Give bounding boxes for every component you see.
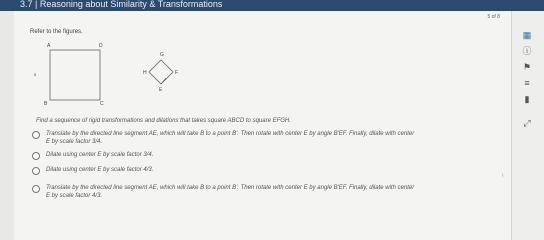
question-text: Find a sequence of rigid transformations and dilations that takes square ABCD to square EFGH. [36,118,291,124]
info-icon[interactable]: ⓘ [522,46,532,56]
top-bar [0,0,544,11]
square-efgh [143,52,178,93]
right-toolbar [511,11,544,240]
choice-4[interactable] [32,184,486,200]
instructions: Refer to the figures. [30,29,83,35]
svg-text:5: 5 [34,72,37,77]
choice-2[interactable] [32,151,486,160]
bookmark-icon[interactable]: ▮ [524,94,530,104]
label-f: F [175,70,179,76]
choice-3[interactable] [32,166,486,175]
app-title: 3.7 | Reasoning about Similarity & Transformations [20,0,223,9]
radio-choice-3[interactable] [32,167,40,175]
figure-area [28,40,188,112]
label-b: B [44,101,48,107]
square-abcd [34,43,104,107]
flag-icon[interactable]: ⚑ [522,62,532,72]
radio-choice-2[interactable] [32,152,40,160]
radio-choice-4[interactable] [32,185,40,193]
choice-1[interactable] [32,130,486,146]
reference-icon[interactable]: ≡ [524,78,530,88]
figures-svg [28,40,188,112]
choice-2-text: Dilate using center E by scale factor 3/4. [46,152,154,158]
choice-1-text: Translate by the directed line segment AE, which will take B to a point B'. Then rotate with center E by angle B'EF. Finally, dilate with center E by scale factor 3/4. [46,131,415,145]
label-g: G [160,52,164,58]
label-e: E [159,87,163,93]
radio-choice-1[interactable] [32,131,40,139]
question-counter: 5 of 8 [487,14,500,20]
divider-mark: ‹ [501,172,504,179]
label-a: A [47,43,51,49]
calculator-icon[interactable]: ▦ [522,30,532,40]
label-d: D [99,43,103,49]
label-c: C [100,101,104,107]
choice-4-text: Translate by the directed line segment AE, which will take B to a point B'. Then rotate with center E by angle B'EF. Finally, dilate with center E by scale factor 4/3. [46,185,415,199]
expand-icon[interactable]: ⤢ [523,118,531,128]
label-h: H [143,70,147,76]
choice-3-text: Dilate using center E by scale factor 4/3. [46,167,154,173]
